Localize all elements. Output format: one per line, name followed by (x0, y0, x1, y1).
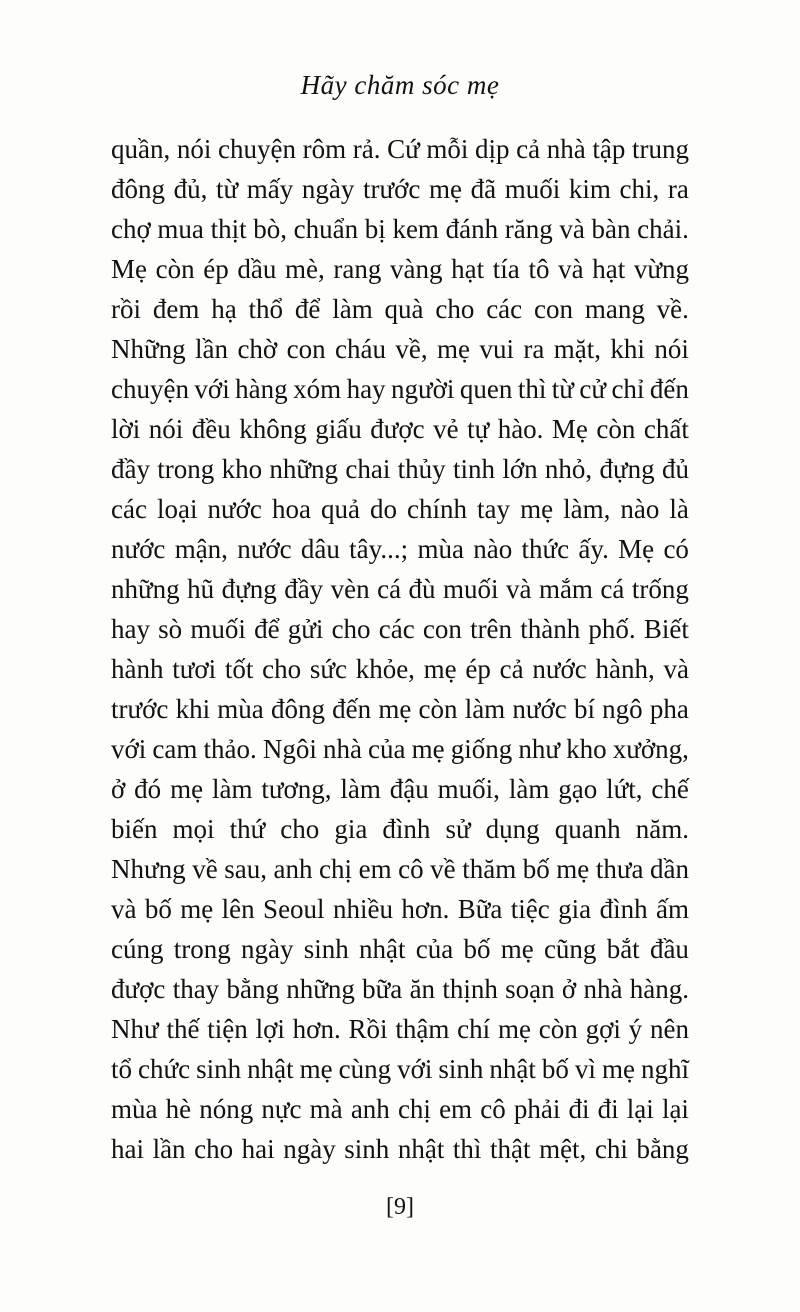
text-line: hành tươi tốt cho sức khỏe, mẹ ép cả nước hành, và (111, 654, 689, 684)
text-line: các loại nước hoa quả do chính tay mẹ làm, nào là (111, 494, 689, 524)
text-line: với cam thảo. Ngôi nhà của mẹ giống như kho xưởng, (111, 734, 689, 764)
text-line: Nhưng về sau, anh chị em cô về thăm bố mẹ thưa dần (111, 854, 689, 884)
text-line: đầy trong kho những chai thủy tinh lớn nhỏ, đựng đủ (111, 454, 689, 484)
text-line: cúng trong ngày sinh nhật của bố mẹ cũng bắt đầu (111, 934, 689, 964)
text-line: trước khi mùa đông đến mẹ còn làm nước bí ngô pha (111, 694, 689, 724)
text-line: mùa hè nóng nực mà anh chị em cô phải đi đi lại lại (111, 1094, 689, 1124)
text-line: hai lần cho hai ngày sinh nhật thì thật mệt, chi bằng (111, 1134, 689, 1164)
body-text (111, 129, 689, 1169)
text-line: Mẹ còn ép dầu mè, rang vàng hạt tía tô và hạt vừng (111, 254, 689, 284)
text-line: tổ chức sinh nhật mẹ cùng với sinh nhật bố vì mẹ nghĩ (111, 1054, 689, 1084)
text-line: Như thế tiện lợi hơn. Rồi thậm chí mẹ còn gợi ý nên (111, 1014, 689, 1044)
text-line: hay sò muối để gửi cho các con trên thành phố. Biết (111, 614, 689, 644)
text-line: ở đó mẹ làm tương, làm đậu muối, làm gạo lứt, chế (111, 774, 689, 804)
text-line: đông đủ, từ mấy ngày trước mẹ đã muối kim chi, ra (111, 174, 689, 204)
text-line: và bố mẹ lên Seoul nhiều hơn. Bữa tiệc gia đình ấm (111, 894, 689, 924)
text-line: chợ mua thịt bò, chuẩn bị kem đánh răng và bàn chải. (111, 214, 689, 244)
text-line: rồi đem hạ thổ để làm quà cho các con mang về. (111, 294, 689, 324)
page-number: [9] (386, 1194, 414, 1220)
text-line: được thay bằng những bữa ăn thịnh soạn ở nhà hàng. (111, 974, 689, 1004)
running-header: Hãy chăm sóc mẹ (300, 70, 500, 100)
text-line: những hũ đựng đầy vèn cá đù muối và mắm cá trống (111, 574, 689, 604)
text-line: nước mận, nước dâu tây...; mùa nào thức ấy. Mẹ có (111, 534, 689, 564)
text-line: quần, nói chuyện rôm rả. Cứ mỗi dịp cả nhà tập trung (111, 134, 689, 164)
text-line: chuyện với hàng xóm hay người quen thì từ cử chỉ đến (111, 374, 689, 404)
text-line: lời nói đều không giấu được vẻ tự hào. Mẹ còn chất (111, 414, 689, 444)
text-line: biến mọi thứ cho gia đình sử dụng quanh năm. (111, 814, 689, 844)
text-line: Những lần chờ con cháu về, mẹ vui ra mặt, khi nói (111, 334, 689, 364)
